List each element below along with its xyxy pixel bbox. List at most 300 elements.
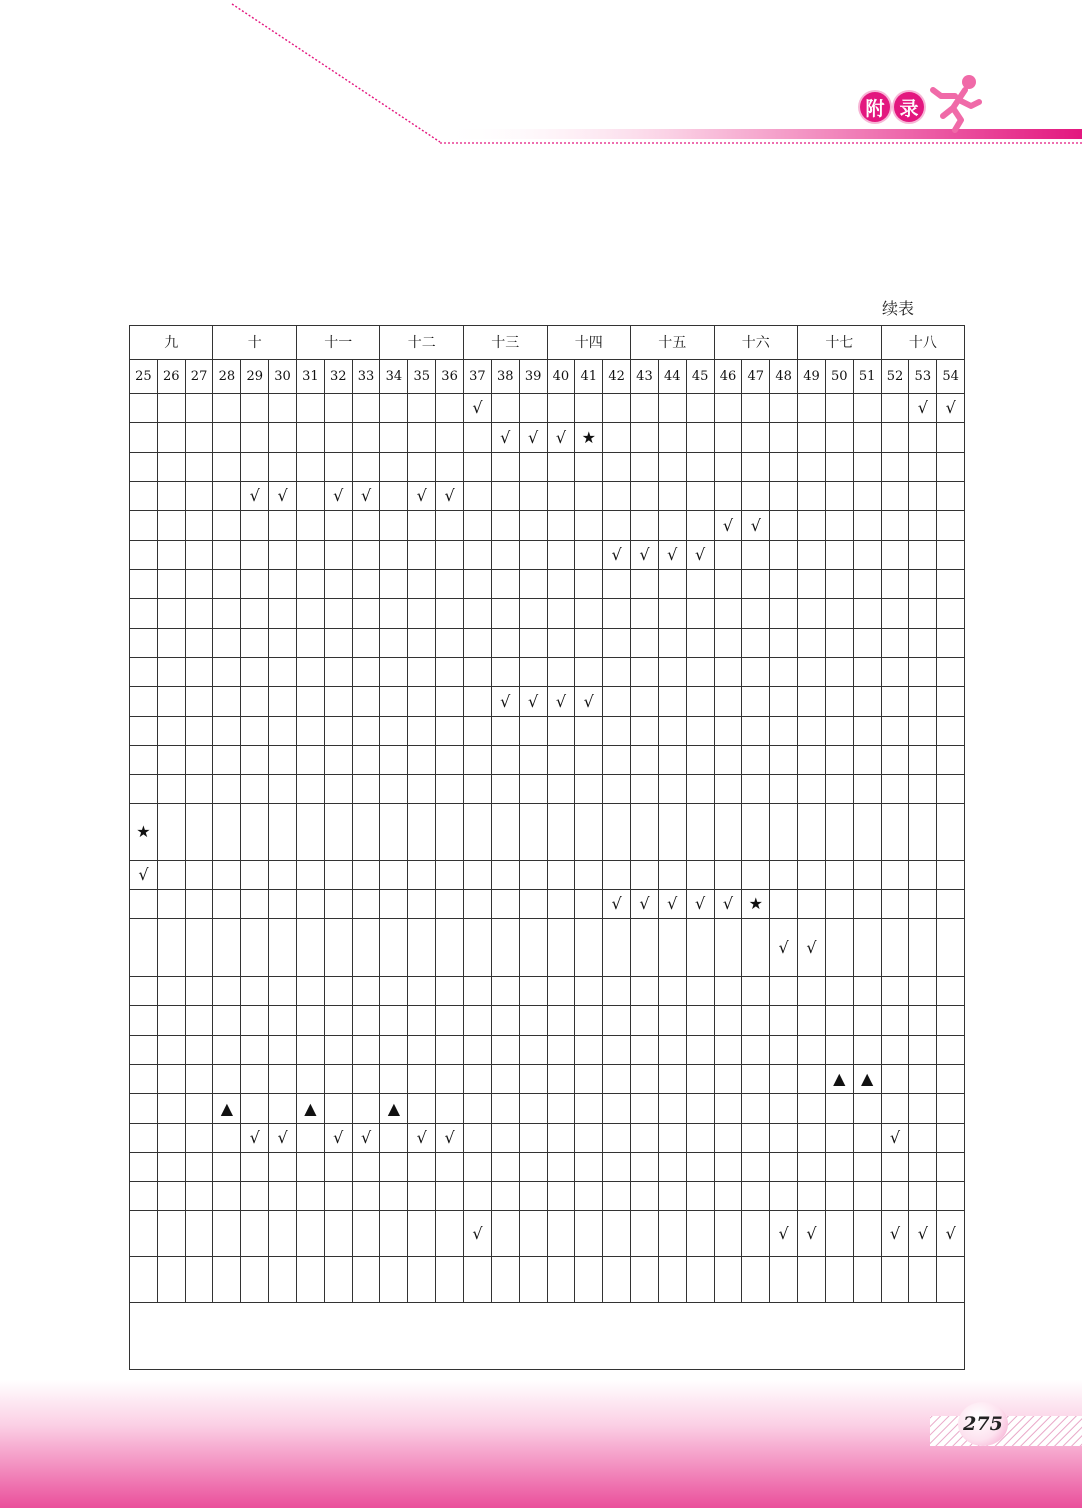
table-cell bbox=[436, 1211, 464, 1257]
table-cell bbox=[241, 570, 269, 599]
table-cell bbox=[547, 570, 575, 599]
table-cell bbox=[714, 1257, 742, 1303]
table-cell bbox=[185, 687, 213, 717]
table-cell bbox=[742, 1006, 770, 1036]
table-cell bbox=[853, 977, 881, 1006]
column-number: 46 bbox=[714, 360, 742, 394]
table-cell bbox=[352, 1036, 380, 1065]
table-cell bbox=[380, 1182, 408, 1211]
table-cell bbox=[185, 775, 213, 804]
table-cell bbox=[157, 1065, 185, 1094]
table-cell bbox=[157, 1036, 185, 1065]
table-cell bbox=[157, 658, 185, 687]
table-cell bbox=[603, 775, 631, 804]
table-row bbox=[130, 1006, 965, 1036]
table-cell bbox=[825, 775, 853, 804]
table-cell bbox=[798, 1094, 826, 1124]
table-cell bbox=[937, 1036, 965, 1065]
table-cell bbox=[519, 1153, 547, 1182]
table-cell bbox=[909, 453, 937, 482]
table-cell bbox=[519, 1006, 547, 1036]
table-cell bbox=[798, 977, 826, 1006]
table-cell bbox=[408, 453, 436, 482]
table-cell bbox=[408, 1006, 436, 1036]
table-cell bbox=[436, 687, 464, 717]
table-cell bbox=[296, 1036, 324, 1065]
table-cell bbox=[825, 1036, 853, 1065]
table-cell bbox=[519, 511, 547, 541]
table-cell bbox=[631, 511, 659, 541]
table-cell bbox=[185, 629, 213, 658]
table-cell bbox=[937, 775, 965, 804]
table-row bbox=[130, 394, 965, 423]
table-cell bbox=[408, 658, 436, 687]
table-cell bbox=[714, 977, 742, 1006]
table-cell bbox=[658, 394, 686, 423]
table-cell bbox=[714, 1124, 742, 1153]
table-cell bbox=[770, 453, 798, 482]
table-cell bbox=[352, 775, 380, 804]
table-cell bbox=[436, 804, 464, 861]
table-cell bbox=[241, 1036, 269, 1065]
table-cell bbox=[241, 1006, 269, 1036]
table-cell bbox=[519, 599, 547, 629]
table-cell bbox=[296, 599, 324, 629]
table-cell bbox=[269, 1211, 297, 1257]
table-cell bbox=[770, 1124, 798, 1153]
table-cell bbox=[909, 629, 937, 658]
table-cell bbox=[519, 1257, 547, 1303]
table-cell bbox=[436, 977, 464, 1006]
table-cell bbox=[519, 919, 547, 977]
table-cell: √ bbox=[714, 511, 742, 541]
table-cell bbox=[714, 629, 742, 658]
table-cell bbox=[603, 861, 631, 890]
table-cell bbox=[380, 511, 408, 541]
table-cell bbox=[547, 511, 575, 541]
table-cell bbox=[658, 629, 686, 658]
table-cell bbox=[603, 1182, 631, 1211]
table-cell bbox=[686, 570, 714, 599]
table-cell bbox=[658, 1065, 686, 1094]
table-cell bbox=[686, 977, 714, 1006]
table-cell bbox=[631, 1182, 659, 1211]
group-header: 十一 bbox=[296, 326, 380, 360]
table-cell bbox=[324, 423, 352, 453]
table-cell bbox=[547, 861, 575, 890]
table-cell bbox=[770, 570, 798, 599]
table-footer-row bbox=[130, 1303, 965, 1370]
table-cell bbox=[658, 775, 686, 804]
table-cell bbox=[853, 1036, 881, 1065]
table-cell bbox=[631, 599, 659, 629]
table-cell bbox=[324, 687, 352, 717]
table-cell bbox=[436, 1006, 464, 1036]
table-cell: √ bbox=[352, 1124, 380, 1153]
table-cell bbox=[603, 1211, 631, 1257]
table-cell bbox=[519, 482, 547, 511]
table-cell bbox=[547, 1006, 575, 1036]
table-cell bbox=[686, 717, 714, 746]
table-cell bbox=[296, 570, 324, 599]
table-cell bbox=[130, 599, 158, 629]
table-cell bbox=[798, 541, 826, 570]
table-cell bbox=[241, 629, 269, 658]
table-row bbox=[130, 804, 965, 861]
column-number: 34 bbox=[380, 360, 408, 394]
table-cell bbox=[798, 453, 826, 482]
table-cell bbox=[130, 423, 158, 453]
table-cell bbox=[408, 1094, 436, 1124]
table-cell bbox=[352, 1153, 380, 1182]
table-cell bbox=[825, 570, 853, 599]
table-cell bbox=[130, 890, 158, 919]
table-cell bbox=[436, 541, 464, 570]
footer-gradient bbox=[0, 1380, 1082, 1508]
table-cell bbox=[909, 919, 937, 977]
table-cell bbox=[575, 717, 603, 746]
table-cell bbox=[631, 570, 659, 599]
table-cell bbox=[491, 1182, 519, 1211]
table-cell bbox=[213, 890, 241, 919]
table-cell bbox=[491, 599, 519, 629]
table-cell bbox=[185, 804, 213, 861]
table-cell bbox=[658, 1124, 686, 1153]
table-cell bbox=[658, 570, 686, 599]
table-cell bbox=[519, 1065, 547, 1094]
table-cell bbox=[185, 570, 213, 599]
table-cell bbox=[519, 717, 547, 746]
table-cell bbox=[296, 746, 324, 775]
table-cell bbox=[909, 717, 937, 746]
table-cell bbox=[825, 394, 853, 423]
table-cell bbox=[547, 1211, 575, 1257]
table-cell bbox=[157, 775, 185, 804]
table-cell bbox=[631, 717, 659, 746]
table-cell bbox=[130, 629, 158, 658]
table-cell bbox=[436, 717, 464, 746]
table-cell bbox=[130, 453, 158, 482]
table-cell bbox=[269, 804, 297, 861]
column-number: 54 bbox=[937, 360, 965, 394]
table-cell bbox=[853, 1211, 881, 1257]
table-cell bbox=[324, 453, 352, 482]
table-cell bbox=[742, 394, 770, 423]
table-cell bbox=[603, 804, 631, 861]
table-cell bbox=[241, 890, 269, 919]
table-cell bbox=[408, 629, 436, 658]
table-cell bbox=[464, 1006, 492, 1036]
appendix-title bbox=[860, 92, 924, 122]
table-cell bbox=[436, 746, 464, 775]
table-cell bbox=[603, 599, 631, 629]
table-cell bbox=[464, 1182, 492, 1211]
table-cell bbox=[881, 746, 909, 775]
table-cell bbox=[241, 687, 269, 717]
table-cell: √ bbox=[742, 511, 770, 541]
column-number: 45 bbox=[686, 360, 714, 394]
table-cell bbox=[742, 541, 770, 570]
table-cell bbox=[519, 1036, 547, 1065]
table-cell bbox=[881, 1065, 909, 1094]
table-cell bbox=[157, 599, 185, 629]
column-number: 28 bbox=[213, 360, 241, 394]
table-cell bbox=[547, 1257, 575, 1303]
table-cell bbox=[603, 687, 631, 717]
table-cell bbox=[742, 775, 770, 804]
table-cell bbox=[853, 570, 881, 599]
table-cell bbox=[213, 1036, 241, 1065]
table-cell bbox=[380, 394, 408, 423]
table-cell bbox=[380, 919, 408, 977]
table-cell bbox=[324, 1153, 352, 1182]
table-cell: ▲ bbox=[853, 1065, 881, 1094]
table-cell bbox=[130, 919, 158, 977]
table-cell bbox=[380, 1153, 408, 1182]
table-cell bbox=[408, 541, 436, 570]
table-cell: ▲ bbox=[380, 1094, 408, 1124]
table-cell bbox=[464, 775, 492, 804]
table-cell bbox=[603, 919, 631, 977]
column-number: 29 bbox=[241, 360, 269, 394]
table-cell bbox=[825, 1182, 853, 1211]
table-cell bbox=[185, 541, 213, 570]
table-cell bbox=[798, 717, 826, 746]
table-cell bbox=[909, 658, 937, 687]
table-cell bbox=[408, 394, 436, 423]
table-cell bbox=[296, 861, 324, 890]
table-cell bbox=[742, 1211, 770, 1257]
table-cell bbox=[241, 775, 269, 804]
table-cell bbox=[658, 746, 686, 775]
column-number: 49 bbox=[798, 360, 826, 394]
table-cell bbox=[436, 1065, 464, 1094]
table-cell: √ bbox=[686, 541, 714, 570]
table-cell bbox=[130, 746, 158, 775]
column-number: 25 bbox=[130, 360, 158, 394]
column-number: 30 bbox=[269, 360, 297, 394]
table-cell bbox=[686, 1257, 714, 1303]
table-row bbox=[130, 1182, 965, 1211]
table-cell bbox=[352, 717, 380, 746]
table-cell bbox=[352, 1006, 380, 1036]
table-cell: √ bbox=[547, 423, 575, 453]
table-cell bbox=[631, 977, 659, 1006]
table-cell bbox=[269, 977, 297, 1006]
table-cell bbox=[241, 541, 269, 570]
table-cell bbox=[241, 1153, 269, 1182]
table-cell bbox=[185, 1153, 213, 1182]
table-cell bbox=[770, 541, 798, 570]
table-cell bbox=[436, 599, 464, 629]
table-cell bbox=[519, 746, 547, 775]
table-cell bbox=[324, 1036, 352, 1065]
table-cell bbox=[130, 717, 158, 746]
table-cell bbox=[519, 453, 547, 482]
table-cell bbox=[603, 977, 631, 1006]
table-row bbox=[130, 570, 965, 599]
table-cell bbox=[825, 1153, 853, 1182]
table-cell bbox=[296, 919, 324, 977]
table-cell bbox=[464, 599, 492, 629]
table-cell bbox=[130, 687, 158, 717]
table-cell bbox=[213, 687, 241, 717]
column-number: 39 bbox=[519, 360, 547, 394]
table-cell bbox=[436, 1257, 464, 1303]
table-cell bbox=[909, 861, 937, 890]
table-cell bbox=[519, 1124, 547, 1153]
table-cell bbox=[157, 890, 185, 919]
table-cell bbox=[575, 804, 603, 861]
table-cell bbox=[631, 775, 659, 804]
table-cell bbox=[937, 1153, 965, 1182]
table-cell bbox=[937, 687, 965, 717]
table-cell bbox=[909, 1006, 937, 1036]
table-cell bbox=[798, 1257, 826, 1303]
table-cell: √ bbox=[491, 423, 519, 453]
table-cell bbox=[881, 658, 909, 687]
table-cell bbox=[519, 394, 547, 423]
table-cell bbox=[603, 570, 631, 599]
table-cell bbox=[464, 1094, 492, 1124]
table-cell bbox=[825, 919, 853, 977]
table-cell bbox=[881, 804, 909, 861]
table-cell bbox=[130, 1182, 158, 1211]
table-cell bbox=[241, 599, 269, 629]
table-cell bbox=[825, 746, 853, 775]
group-header: 十二 bbox=[380, 326, 464, 360]
table-cell bbox=[519, 1182, 547, 1211]
table-cell bbox=[853, 482, 881, 511]
table-cell bbox=[825, 599, 853, 629]
table-cell bbox=[296, 1182, 324, 1211]
table-cell bbox=[547, 775, 575, 804]
table-cell bbox=[853, 658, 881, 687]
column-number: 42 bbox=[603, 360, 631, 394]
table-cell bbox=[881, 1153, 909, 1182]
table-cell bbox=[464, 1124, 492, 1153]
table-cell bbox=[185, 919, 213, 977]
table-cell bbox=[269, 717, 297, 746]
table-cell bbox=[380, 1065, 408, 1094]
table-cell bbox=[408, 717, 436, 746]
table-cell bbox=[157, 629, 185, 658]
table-cell bbox=[909, 423, 937, 453]
table-cell bbox=[408, 919, 436, 977]
table-cell bbox=[352, 541, 380, 570]
table-row bbox=[130, 1094, 965, 1124]
table-cell bbox=[324, 1257, 352, 1303]
table-cell bbox=[464, 861, 492, 890]
table-cell: √ bbox=[798, 919, 826, 977]
table-cell bbox=[658, 977, 686, 1006]
table-cell bbox=[408, 1036, 436, 1065]
table-cell bbox=[324, 1211, 352, 1257]
table-cell bbox=[937, 423, 965, 453]
table-cell bbox=[185, 599, 213, 629]
table-cell bbox=[714, 658, 742, 687]
table-cell bbox=[185, 1006, 213, 1036]
table-cell bbox=[937, 861, 965, 890]
table-cell bbox=[408, 746, 436, 775]
table-cell bbox=[380, 423, 408, 453]
table-cell bbox=[491, 1153, 519, 1182]
table-row bbox=[130, 746, 965, 775]
table-cell bbox=[157, 482, 185, 511]
table-cell: √ bbox=[130, 861, 158, 890]
table-cell bbox=[909, 1065, 937, 1094]
table-cell bbox=[213, 453, 241, 482]
group-header: 十六 bbox=[714, 326, 798, 360]
table-cell bbox=[881, 599, 909, 629]
table-cell: √ bbox=[352, 482, 380, 511]
table-cell bbox=[575, 658, 603, 687]
table-cell bbox=[547, 890, 575, 919]
table-cell: √ bbox=[631, 890, 659, 919]
table-cell bbox=[436, 1182, 464, 1211]
table-cell bbox=[937, 1182, 965, 1211]
table-cell bbox=[547, 1065, 575, 1094]
table-cell bbox=[352, 453, 380, 482]
table-cell bbox=[798, 804, 826, 861]
table-cell bbox=[742, 629, 770, 658]
table-cell: ▲ bbox=[825, 1065, 853, 1094]
table-cell bbox=[714, 1094, 742, 1124]
table-cell bbox=[241, 1065, 269, 1094]
table-cell: √ bbox=[324, 1124, 352, 1153]
table-cell bbox=[157, 1006, 185, 1036]
table-cell bbox=[324, 570, 352, 599]
table-cell bbox=[408, 1182, 436, 1211]
footer-decoration bbox=[0, 1380, 1082, 1508]
table-cell bbox=[575, 746, 603, 775]
table-cell bbox=[241, 1182, 269, 1211]
table-cell bbox=[213, 570, 241, 599]
table-cell bbox=[213, 1211, 241, 1257]
table-cell bbox=[491, 511, 519, 541]
table-cell bbox=[575, 541, 603, 570]
table-cell bbox=[742, 746, 770, 775]
table-cell bbox=[547, 717, 575, 746]
table-cell bbox=[408, 977, 436, 1006]
table-cell bbox=[130, 482, 158, 511]
table-cell bbox=[575, 1257, 603, 1303]
table-cell bbox=[130, 541, 158, 570]
table-cell bbox=[770, 1094, 798, 1124]
table-cell bbox=[770, 861, 798, 890]
table-cell: √ bbox=[631, 541, 659, 570]
table-cell bbox=[157, 1124, 185, 1153]
table-cell bbox=[380, 629, 408, 658]
column-number: 26 bbox=[157, 360, 185, 394]
table-cell bbox=[241, 804, 269, 861]
table-cell bbox=[241, 453, 269, 482]
table-cell bbox=[714, 919, 742, 977]
table-cell bbox=[185, 1257, 213, 1303]
table-cell bbox=[352, 890, 380, 919]
table-cell bbox=[603, 1065, 631, 1094]
table-cell bbox=[296, 1124, 324, 1153]
table-cell: √ bbox=[798, 1211, 826, 1257]
table-cell bbox=[909, 511, 937, 541]
table-cell bbox=[603, 1036, 631, 1065]
table-cell bbox=[380, 804, 408, 861]
table-cell bbox=[241, 919, 269, 977]
table-cell bbox=[686, 1065, 714, 1094]
table-cell bbox=[269, 746, 297, 775]
table-cell bbox=[770, 482, 798, 511]
table-cell bbox=[714, 599, 742, 629]
